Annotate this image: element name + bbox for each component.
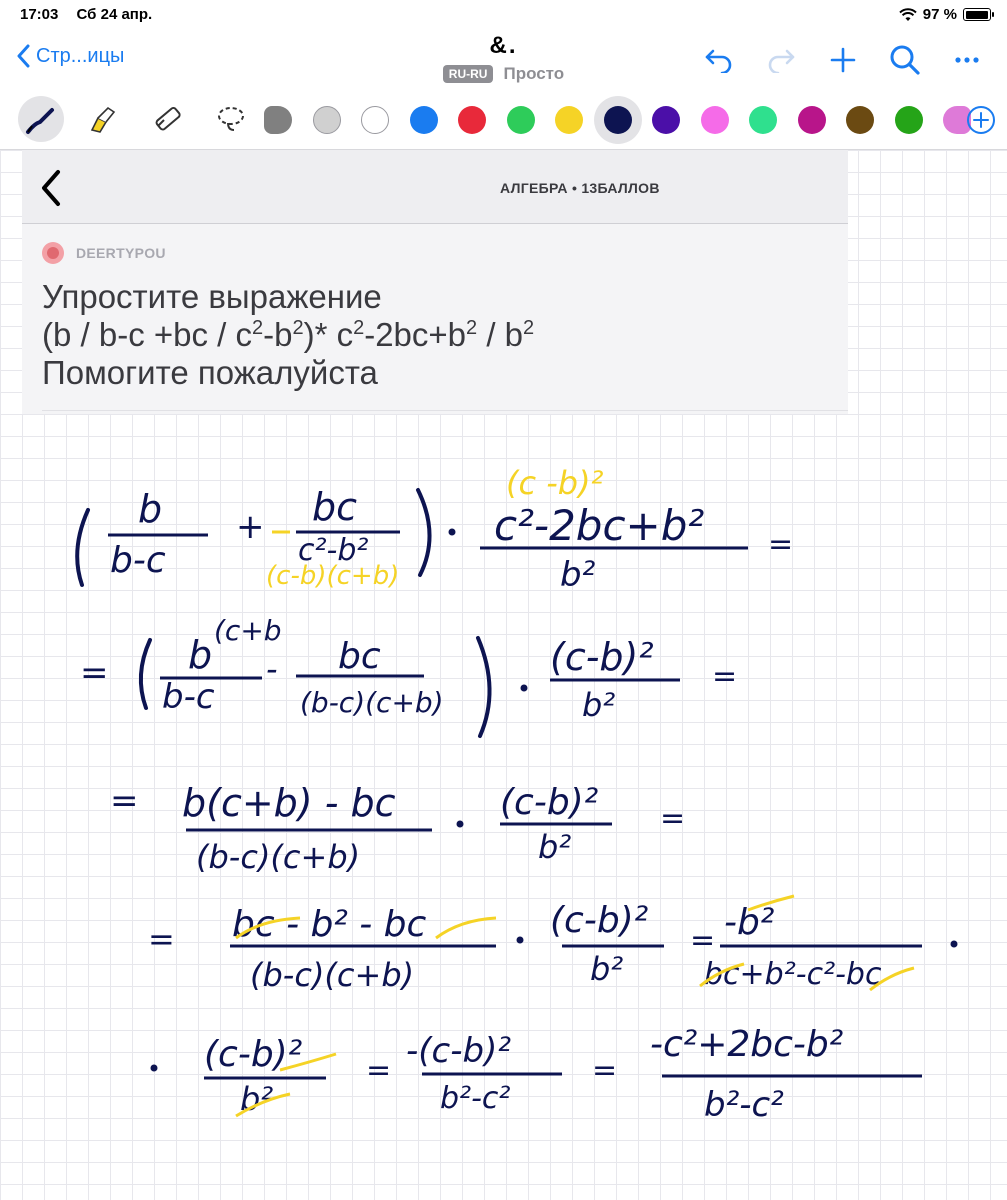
eraser-tool[interactable] <box>144 96 190 142</box>
battery-percent: 97 % <box>922 6 957 23</box>
drawing-toolbar <box>0 92 1007 150</box>
svg-text:b(c+b) - bc: b(c+b) - bc <box>182 781 396 825</box>
pen-icon <box>24 102 58 136</box>
handwritten-line-2 <box>80 614 737 736</box>
svg-text:(c+b: (c+b <box>214 614 282 647</box>
svg-text:-(c-b)²: -(c-b)² <box>406 1031 511 1071</box>
question-back-button[interactable] <box>36 168 66 213</box>
svg-text:=: = <box>110 781 139 821</box>
svg-text:=: = <box>80 653 109 693</box>
svg-text:=: = <box>366 1053 392 1088</box>
svg-text:-: - <box>266 650 278 688</box>
svg-text:b: b <box>188 633 213 677</box>
svg-text:(c-b)²: (c-b)² <box>500 782 599 823</box>
svg-text:(c -b)²: (c -b)² <box>506 464 604 502</box>
svg-text:+: + <box>236 507 265 547</box>
svg-text:c²-2bc+b²: c²-2bc+b² <box>494 501 705 550</box>
status-bar <box>0 0 1007 30</box>
back-label: Стр...ицы <box>36 44 125 67</box>
more-button[interactable] <box>947 40 987 80</box>
undo-icon <box>704 47 734 73</box>
question-line-3: Помогите пожалуйста <box>42 354 378 391</box>
handwritten-line-4 <box>148 896 958 994</box>
document-title[interactable]: &. <box>489 32 518 59</box>
nav-bar <box>0 30 1007 92</box>
search-icon <box>889 44 921 76</box>
color-swatch-9[interactable] <box>652 106 680 134</box>
svg-text:=: = <box>768 527 794 562</box>
lasso-icon <box>214 102 248 136</box>
svg-text:bc - b² - bc: bc - b² - bc <box>232 904 427 945</box>
eraser-icon <box>150 102 184 136</box>
author-name: DEERTYPOU <box>76 245 166 261</box>
add-button[interactable] <box>823 40 863 80</box>
question-line-2: $(b / b-c +bc / c^2-b^2)*$ $c^2-2bc+b^2 / b^2$ <box>42 316 535 353</box>
svg-text:(c-b)²: (c-b)² <box>550 900 649 941</box>
svg-text:b²: b² <box>590 950 624 988</box>
svg-text:-c²+2bc-b²: -c²+2bc-b² <box>650 1024 844 1065</box>
svg-text:-b²: -b² <box>724 902 775 943</box>
handwriting-canvas[interactable] <box>0 450 1007 1200</box>
svg-text:b²-c²: b²-c² <box>440 1081 511 1116</box>
svg-text:c²-b²: c²-b² <box>298 533 369 568</box>
svg-text:=: = <box>592 1053 618 1088</box>
plus-circle-icon <box>966 105 996 135</box>
handwritten-line-5 <box>151 1024 923 1125</box>
color-swatch-1[interactable] <box>264 106 292 134</box>
battery-icon <box>963 8 991 21</box>
search-button[interactable] <box>885 40 925 80</box>
chevron-left-icon <box>36 168 66 208</box>
color-swatch-8[interactable] <box>604 106 632 134</box>
author <box>42 242 166 264</box>
svg-text:b²: b² <box>240 1080 274 1118</box>
divider <box>42 410 848 411</box>
svg-text:(b-c)(c+b): (b-c)(c+b) <box>300 686 444 719</box>
svg-text:=: = <box>148 920 175 958</box>
color-swatch-4[interactable] <box>410 106 438 134</box>
subject-label: АЛГЕБРА • 13БАЛЛОВ <box>500 180 660 196</box>
color-swatch-13[interactable] <box>846 106 874 134</box>
svg-text:b-c: b-c <box>162 677 215 717</box>
svg-text:b: b <box>138 487 163 531</box>
handwritten-line-1 <box>77 464 793 595</box>
color-swatch-11[interactable] <box>749 106 777 134</box>
color-swatch-5[interactable] <box>458 106 486 134</box>
undo-button[interactable] <box>699 40 739 80</box>
question-text <box>42 278 534 392</box>
question-header <box>22 150 848 224</box>
question-card <box>22 150 848 414</box>
lasso-tool[interactable] <box>208 96 254 142</box>
svg-text:(c-b)²: (c-b)² <box>550 635 654 679</box>
svg-text:(b-c)(c+b): (b-c)(c+b) <box>196 838 361 876</box>
color-swatch-7[interactable] <box>555 106 583 134</box>
svg-text:b²-c²: b²-c² <box>704 1085 784 1125</box>
language-badge[interactable]: RU-RU <box>443 65 494 83</box>
color-swatch-12[interactable] <box>798 106 826 134</box>
handwritten-line-3 <box>110 781 685 876</box>
color-swatch-2[interactable] <box>313 106 341 134</box>
svg-text:b²: b² <box>582 686 616 724</box>
svg-text:(c-b)²: (c-b)² <box>204 1034 303 1075</box>
color-swatch-14[interactable] <box>895 106 923 134</box>
highlighter-icon <box>84 102 118 136</box>
question-line-1: Упростите выражение <box>42 278 382 315</box>
redo-button[interactable] <box>761 40 801 80</box>
color-swatch-6[interactable] <box>507 106 535 134</box>
svg-text:bc: bc <box>312 485 358 529</box>
avatar <box>42 242 64 264</box>
color-swatch-10[interactable] <box>701 106 729 134</box>
wifi-icon <box>899 8 917 22</box>
svg-text:=: = <box>712 659 738 694</box>
color-swatch-3[interactable] <box>361 106 389 134</box>
status-time: 17:03 <box>20 6 59 23</box>
svg-text:=: = <box>690 923 716 958</box>
highlighter-tool[interactable] <box>78 96 124 142</box>
pen-tool[interactable] <box>18 96 64 142</box>
svg-text:=: = <box>660 801 686 836</box>
svg-text:bc+b²-c²-bc: bc+b²-c²-bc <box>704 957 882 992</box>
ellipsis-icon <box>954 56 980 64</box>
svg-text:bc: bc <box>338 636 381 677</box>
svg-text:b²: b² <box>538 828 572 866</box>
svg-text:(b-c)(c+b): (b-c)(c+b) <box>250 956 415 994</box>
add-color-button[interactable] <box>966 105 996 135</box>
svg-text:b²: b² <box>560 555 596 595</box>
status-date: Сб 24 апр. <box>76 6 153 23</box>
redo-icon <box>766 47 796 73</box>
svg-text:b-c: b-c <box>110 540 166 581</box>
plus-icon <box>830 47 856 73</box>
svg-text:(c-b)(c+b): (c-b)(c+b) <box>266 561 400 591</box>
mode-label[interactable]: Просто <box>503 64 565 83</box>
